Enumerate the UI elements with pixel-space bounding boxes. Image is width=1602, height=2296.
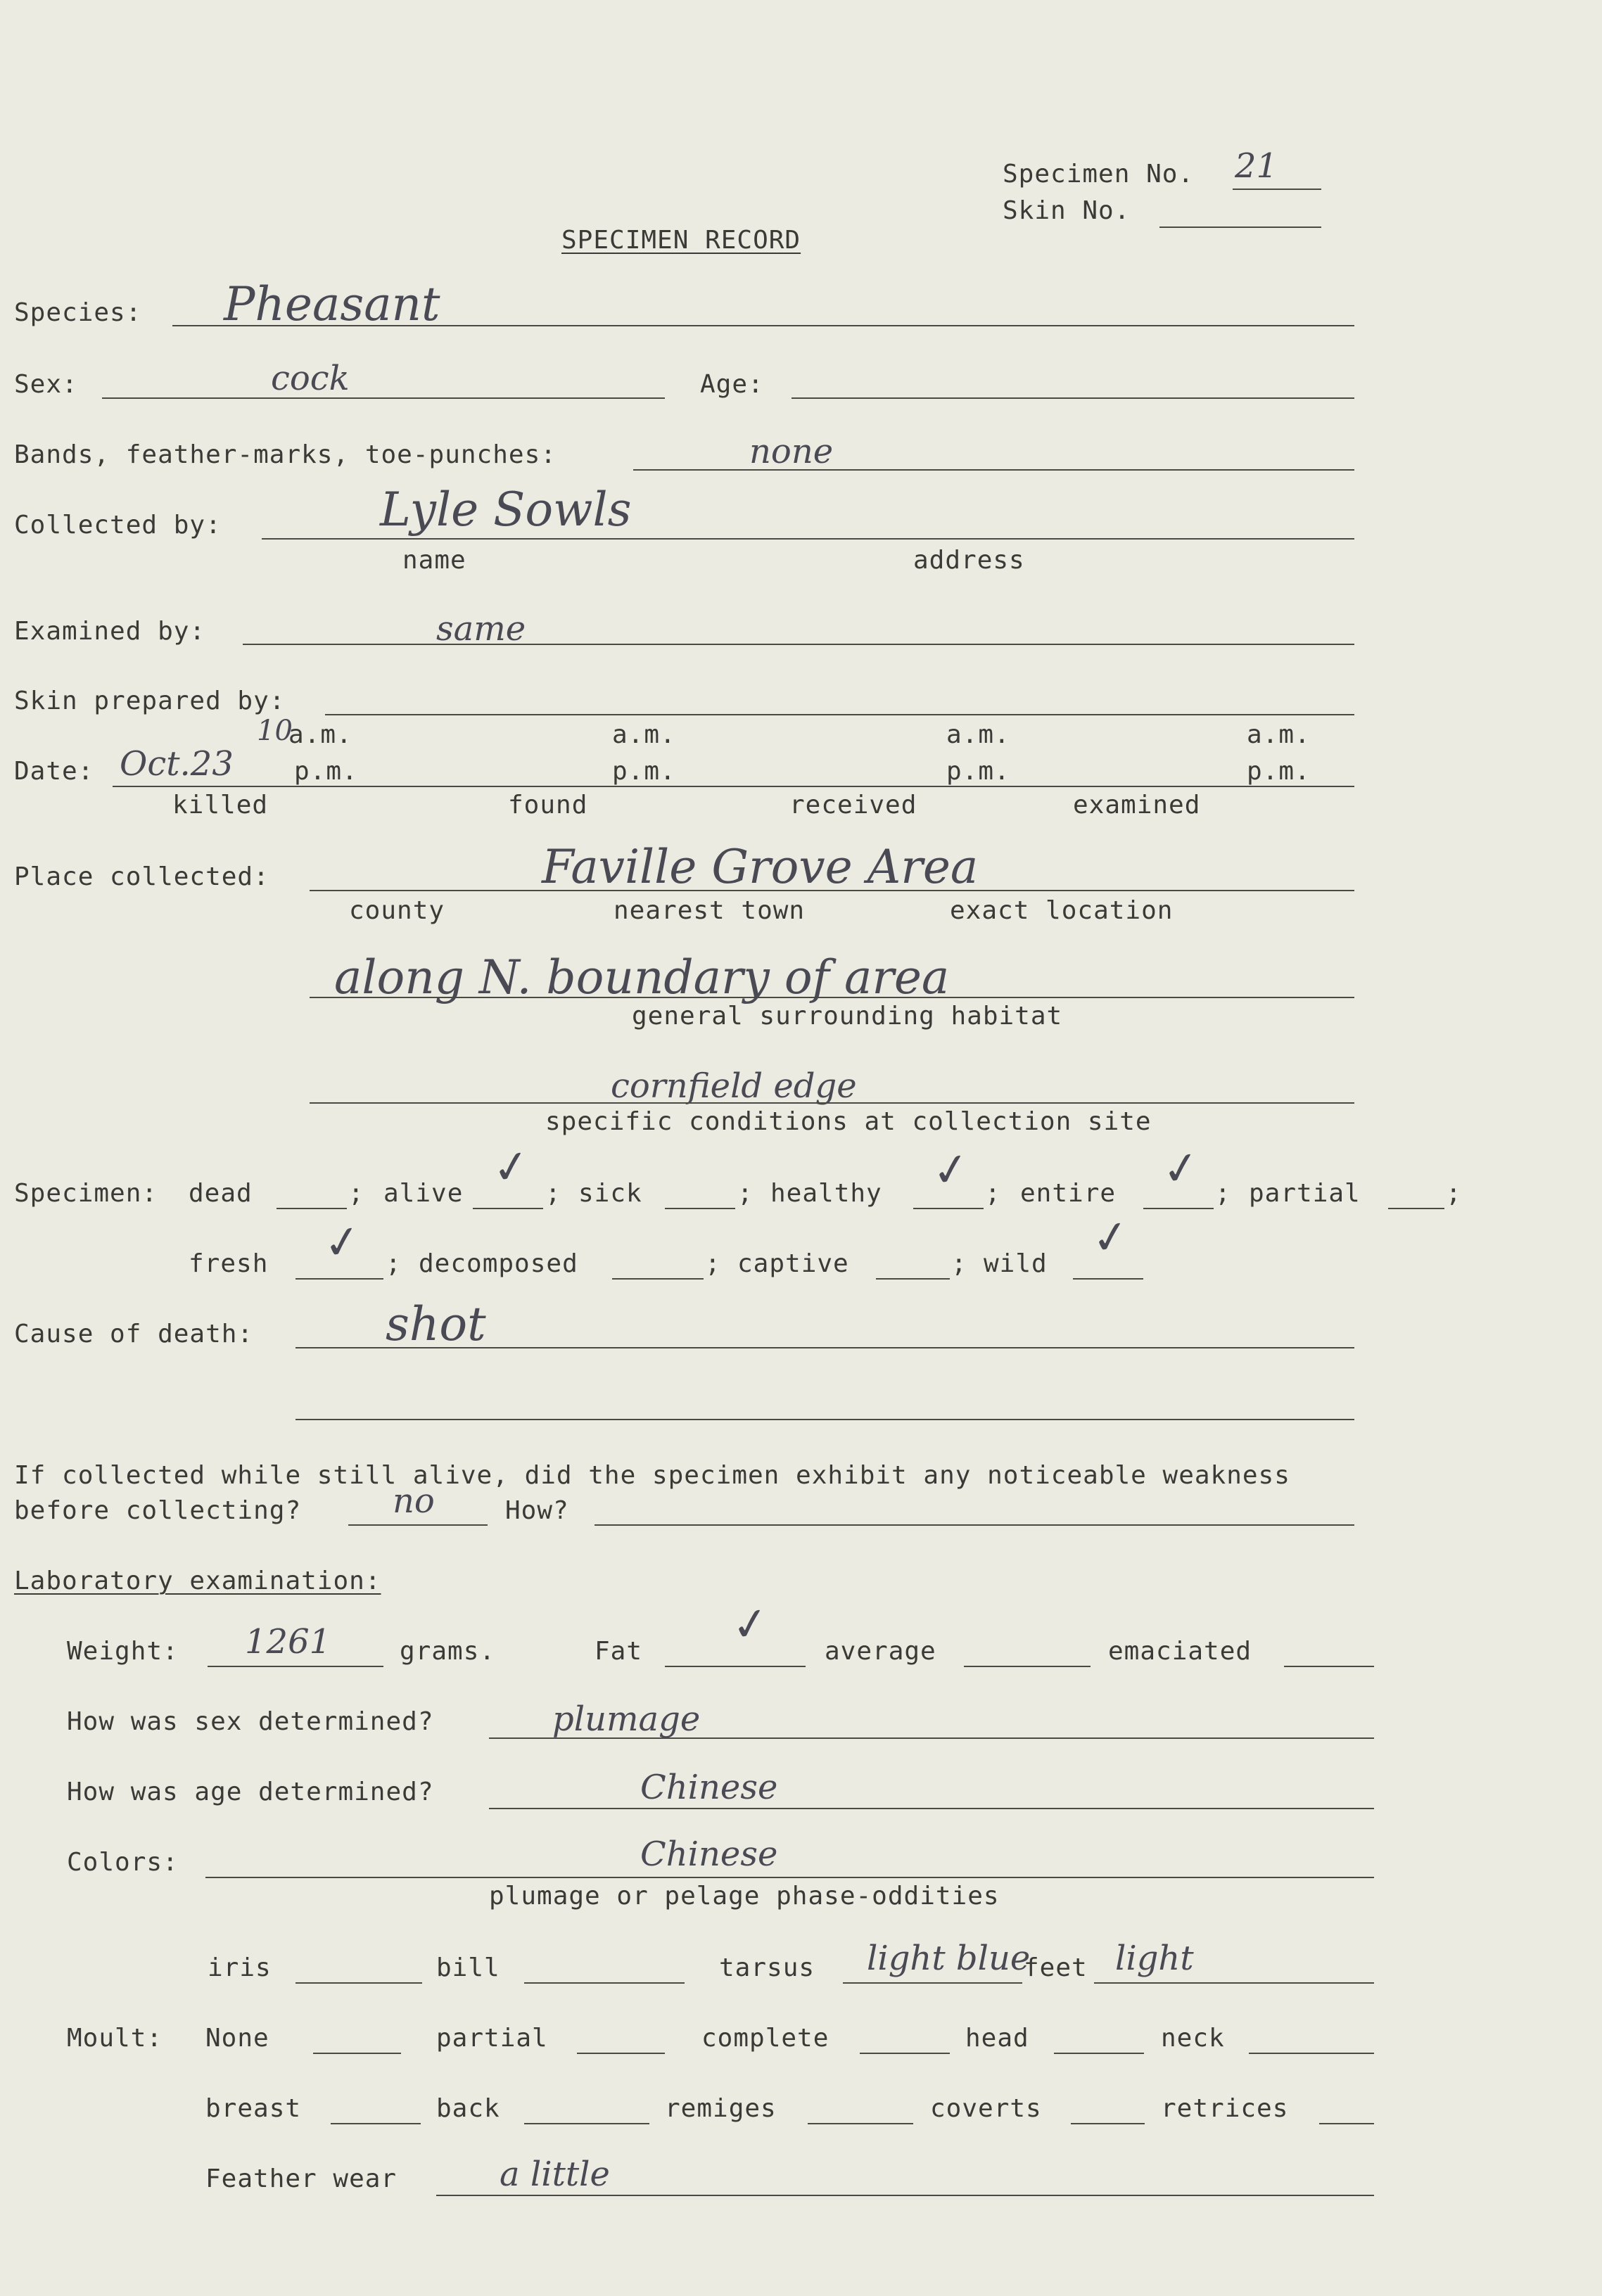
fat-line xyxy=(665,1666,806,1667)
healthy-label: healthy xyxy=(770,1179,882,1208)
collected-label: Collected by: xyxy=(14,511,222,540)
habitat-value: along N. boundary of area xyxy=(334,950,950,1005)
bands-line xyxy=(633,469,1354,471)
semicolon: ; xyxy=(985,1179,1001,1208)
weakness-line xyxy=(348,1524,488,1526)
age-answer: Chinese xyxy=(640,1768,778,1807)
weakness-question-line2: before collecting? xyxy=(14,1496,302,1525)
partial-line xyxy=(1388,1208,1444,1209)
killed-pm: p.m. xyxy=(294,757,358,786)
weight-line xyxy=(208,1666,383,1667)
fresh-label: fresh xyxy=(189,1249,269,1278)
fresh-line xyxy=(295,1278,383,1280)
colors-label: Colors: xyxy=(67,1848,179,1877)
emaciated-line xyxy=(1284,1666,1374,1667)
wild-line xyxy=(1073,1278,1143,1280)
average-label: average xyxy=(825,1637,936,1666)
page-title: SPECIMEN RECORD xyxy=(561,226,801,255)
wild-label: wild xyxy=(984,1249,1048,1278)
sex-question: How was sex determined? xyxy=(67,1707,434,1736)
sex-label: Sex: xyxy=(14,370,78,399)
sex-answer-line xyxy=(489,1737,1374,1739)
breast-label: breast xyxy=(205,2094,302,2123)
semicolon: ; xyxy=(1446,1179,1462,1208)
how-label: How? xyxy=(505,1496,569,1525)
bands-label: Bands, feather-marks, toe-punches: xyxy=(14,440,557,469)
partial-label: partial xyxy=(1249,1179,1361,1208)
sex-value: cock xyxy=(271,359,350,398)
entire-line xyxy=(1143,1208,1214,1209)
semicolon: ; xyxy=(951,1249,967,1278)
alive-check: ✓ xyxy=(489,1139,534,1197)
site-value: cornfield edge xyxy=(611,1066,857,1106)
average-line xyxy=(964,1666,1091,1667)
decomposed-label: decomposed xyxy=(419,1249,578,1278)
healthy-check: ✓ xyxy=(929,1142,974,1199)
site-label: specific conditions at collection site xyxy=(545,1107,1152,1136)
received-pm: p.m. xyxy=(946,757,1010,786)
bill-line xyxy=(524,1982,685,1984)
fat-check: ✓ xyxy=(728,1596,773,1654)
examined-pm: p.m. xyxy=(1247,757,1311,786)
habitat-line xyxy=(310,997,1354,998)
iris-line xyxy=(295,1982,422,1984)
captive-label: captive xyxy=(737,1249,849,1278)
tarsus-value: light blue xyxy=(867,1939,1031,1978)
collected-sub-name: name xyxy=(402,546,466,575)
sex-answer: plumage xyxy=(552,1699,701,1739)
place-sub-county: county xyxy=(349,896,445,925)
how-line xyxy=(595,1524,1354,1526)
moult-none-label: None xyxy=(205,2024,269,2053)
alive-label: alive xyxy=(383,1179,464,1208)
date-value: Oct.23 xyxy=(120,744,234,784)
breast-line xyxy=(331,2123,421,2124)
date-sub-received: received xyxy=(789,791,917,819)
fresh-check: ✓ xyxy=(320,1214,365,1272)
age-line xyxy=(792,397,1354,399)
colors-value: Chinese xyxy=(640,1835,778,1874)
remiges-line xyxy=(808,2123,913,2124)
iris-label: iris xyxy=(208,1953,272,1982)
sick-label: sick xyxy=(578,1179,642,1208)
found-am: a.m. xyxy=(612,720,676,749)
moult-complete-line xyxy=(860,2053,950,2054)
wild-check: ✓ xyxy=(1088,1209,1133,1267)
feather-wear-value: a little xyxy=(500,2155,610,2194)
feet-line xyxy=(1094,1982,1374,1984)
date-sub-examined: examined xyxy=(1073,791,1201,819)
healthy-line xyxy=(913,1208,984,1209)
specimen-no-label: Specimen No. xyxy=(1003,160,1195,189)
species-label: Species: xyxy=(14,298,142,327)
age-answer-line xyxy=(489,1808,1374,1809)
entire-check: ✓ xyxy=(1159,1140,1204,1198)
semicolon: ; xyxy=(545,1179,561,1208)
skin-no-label: Skin No. xyxy=(1003,196,1131,225)
date-hour-value: 10 xyxy=(257,715,293,747)
examined-label: Examined by: xyxy=(14,617,206,646)
captive-line xyxy=(876,1278,950,1280)
cause-line-1 xyxy=(295,1347,1354,1348)
semicolon: ; xyxy=(348,1179,364,1208)
moult-complete-label: complete xyxy=(701,2024,829,2053)
back-label: back xyxy=(436,2094,500,2123)
examined-line xyxy=(243,644,1354,645)
alive-line xyxy=(473,1208,543,1209)
coverts-line xyxy=(1071,2123,1145,2124)
feet-label: feet xyxy=(1024,1953,1088,1982)
examined-value: same xyxy=(436,609,526,649)
emaciated-label: emaciated xyxy=(1108,1637,1252,1666)
moult-neck-label: neck xyxy=(1161,2024,1225,2053)
collected-line xyxy=(262,538,1354,540)
coverts-label: coverts xyxy=(930,2094,1042,2123)
weight-value: 1261 xyxy=(245,1622,331,1662)
place-sub-location: exact location xyxy=(950,896,1174,925)
site-line xyxy=(310,1102,1354,1104)
feather-wear-line xyxy=(436,2195,1374,2196)
bill-label: bill xyxy=(436,1953,500,1982)
feet-value: light xyxy=(1115,1939,1194,1978)
semicolon: ; xyxy=(1215,1179,1231,1208)
collected-sub-address: address xyxy=(913,546,1025,575)
habitat-label: general surrounding habitat xyxy=(632,1002,1063,1031)
date-line xyxy=(113,786,1354,787)
semicolon: ; xyxy=(705,1249,721,1278)
cause-label: Cause of death: xyxy=(14,1320,254,1348)
age-label: Age: xyxy=(700,370,764,399)
moult-head-label: head xyxy=(965,2024,1029,2053)
tarsus-label: tarsus xyxy=(719,1953,815,1982)
place-label: Place collected: xyxy=(14,862,269,891)
colors-line xyxy=(205,1877,1374,1878)
colors-sub: plumage or pelage phase-oddities xyxy=(489,1882,1000,1911)
moult-neck-line xyxy=(1249,2053,1374,2054)
received-am: a.m. xyxy=(946,720,1010,749)
cause-value: shot xyxy=(386,1297,486,1351)
moult-partial-label: partial xyxy=(436,2024,548,2053)
species-value: Pheasant xyxy=(224,277,440,331)
back-line xyxy=(524,2123,649,2124)
decomposed-line xyxy=(612,1278,704,1280)
entire-label: entire xyxy=(1020,1179,1117,1208)
cause-line-2 xyxy=(295,1419,1354,1420)
skin-no-line xyxy=(1159,227,1321,228)
moult-label: Moult: xyxy=(67,2024,163,2053)
place-value: Faville Grove Area xyxy=(542,840,979,894)
sick-line xyxy=(665,1208,735,1209)
retrices-line xyxy=(1319,2123,1374,2124)
retrices-label: retrices xyxy=(1161,2094,1289,2123)
specimen-no-value: 21 xyxy=(1235,146,1278,186)
weakness-question-line1: If collected while still alive, did the specimen exhibit any noticeable weakness xyxy=(14,1461,1290,1490)
date-label: Date: xyxy=(14,757,94,786)
moult-partial-line xyxy=(577,2053,665,2054)
specimen-no-line xyxy=(1233,189,1321,190)
examined-am: a.m. xyxy=(1247,720,1311,749)
dead-label: dead xyxy=(189,1179,253,1208)
fat-label: Fat xyxy=(595,1637,643,1666)
semicolon: ; xyxy=(386,1249,402,1278)
grams-label: grams. xyxy=(400,1637,496,1666)
date-sub-found: found xyxy=(508,791,588,819)
bands-value: none xyxy=(749,432,834,471)
skin-prepared-label: Skin prepared by: xyxy=(14,687,286,715)
species-line xyxy=(172,325,1354,326)
remiges-label: remiges xyxy=(665,2094,777,2123)
place-sub-town: nearest town xyxy=(614,896,806,925)
feather-wear-label: Feather wear xyxy=(205,2164,398,2193)
dead-line xyxy=(276,1208,347,1209)
weakness-value: no xyxy=(393,1481,435,1521)
moult-head-line xyxy=(1054,2053,1144,2054)
place-line xyxy=(310,890,1354,891)
collected-value: Lyle Sowls xyxy=(380,483,632,537)
moult-none-line xyxy=(313,2053,401,2054)
found-pm: p.m. xyxy=(612,757,676,786)
killed-am: a.m. xyxy=(288,720,352,749)
semicolon: ; xyxy=(737,1179,754,1208)
tarsus-line xyxy=(843,1982,1022,1984)
sex-line xyxy=(102,397,665,399)
specimen-label: Specimen: xyxy=(14,1179,158,1208)
weight-label: Weight: xyxy=(67,1637,179,1666)
lab-label: Laboratory examination: xyxy=(14,1567,381,1595)
age-question: How was age determined? xyxy=(67,1778,434,1806)
date-sub-killed: killed xyxy=(172,791,269,819)
skin-prepared-line xyxy=(325,714,1354,715)
